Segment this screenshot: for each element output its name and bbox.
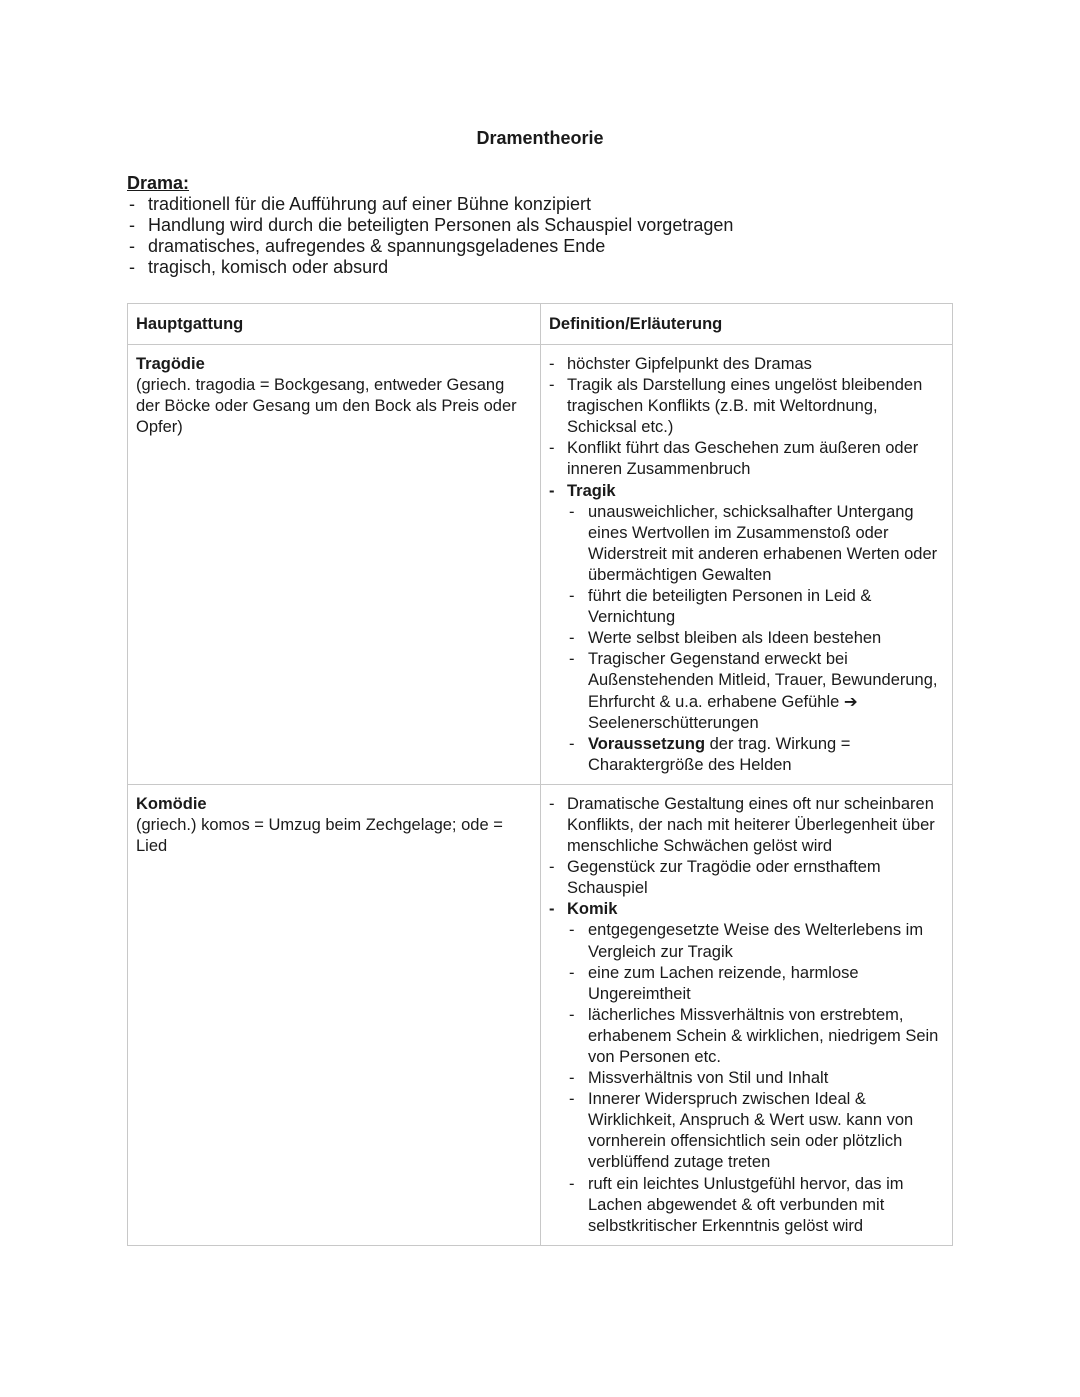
drama-heading: Drama: [127, 173, 190, 193]
bold-term: Voraussetzung [588, 734, 706, 753]
sub-list [567, 502, 944, 776]
sub-heading: Komik [567, 900, 618, 919]
list-item: - unausweichlicher, schicksalhafter Untergang eines Wertvollen im Zusammenstoß oder Widerstreit mit anderen erhabenen Werten oder übermächtigen Gewalten [567, 502, 944, 586]
definition-list [549, 794, 944, 1237]
definition-cell-tragoedie [541, 345, 953, 785]
genre-name: Komödie [136, 794, 207, 813]
list-item: - höchster Gipfelpunkt des Dramas [549, 354, 944, 375]
table-header-row [128, 304, 953, 345]
list-item: - Tragischer Gegenstand erweckt bei Außenstehenden Mitleid, Trauer, Bewunderung, Ehrfurcht & u.a. erhabene Gefühle ➔ Seelenerschütterungen [567, 649, 944, 733]
list-item: - Gegenstück zur Tragödie oder ernsthaftem Schauspiel [549, 857, 944, 899]
sub-list [567, 920, 944, 1236]
list-item [567, 734, 944, 776]
list-item: - dramatisches, aufregendes & spannungsgeladenes Ende [127, 236, 733, 257]
list-item: - Tragik als Darstellung eines ungelöst bleibenden tragischen Konflikts (z.B. mit Weltordnung, Schicksal etc.) [549, 375, 944, 438]
sub-heading: Tragik [567, 481, 616, 500]
list-item: - traditionell für die Aufführung auf einer Bühne konzipiert [127, 194, 733, 215]
list-item: - Innerer Widerspruch zwischen Ideal & Wirklichkeit, Anspruch & Wert usw. kann von vornherein offensichtlich sein oder plötzlich verblüffend zutage treten [567, 1089, 944, 1173]
page-title: Dramentheorie [476, 128, 604, 148]
genre-cell-tragoedie [128, 345, 541, 785]
genre-cell-komoedie [128, 784, 541, 1245]
list-item: - Missverhältnis von Stil und Inhalt [567, 1068, 944, 1089]
header-definition: Definition/Erläuterung [541, 304, 953, 345]
definition-list [549, 354, 944, 776]
list-item-tragik [549, 481, 944, 776]
list-item: - führt die beteiligten Personen in Leid & Vernichtung [567, 586, 944, 628]
genre-table [127, 303, 953, 1246]
table-row [128, 345, 953, 785]
genre-name: Tragödie [136, 355, 205, 373]
drama-list [127, 194, 733, 278]
header-hauptgattung: Hauptgattung [128, 304, 541, 345]
list-item: - Handlung wird durch die beteiligten Personen als Schauspiel vorgetragen [127, 215, 733, 236]
list-item: - Werte selbst bleiben als Ideen bestehen [567, 628, 944, 649]
list-item-komik [549, 899, 944, 1237]
table-row [128, 784, 953, 1245]
list-item: - entgegengesetzte Weise des Welterlebens im Vergleich zur Tragik [567, 920, 944, 962]
list-item: - ruft ein leichtes Unlustgefühl hervor, das im Lachen abgewendet & oft verbunden mit selbstkritischer Erkenntnis gelöst wird [567, 1174, 944, 1237]
list-item: - lächerliches Missverhältnis von erstrebtem, erhabenem Schein & wirklichen, niedrigem Sein von Personen etc. [567, 1005, 944, 1068]
list-item: - eine zum Lachen reizende, harmlose Ungereimtheit [567, 963, 944, 1005]
term-rest: der trag. Wirkung = Charaktergröße des Helden [588, 734, 851, 774]
list-item: - Konflikt führt das Geschehen zum äußeren oder inneren Zusammenbruch [549, 438, 944, 480]
genre-description: (griech. tragodia = Bockgesang, entweder Gesang der Böcke oder Gesang um den Bock als Preis oder Opfer) [136, 376, 517, 437]
list-item: - Dramatische Gestaltung eines oft nur scheinbaren Konflikts, der nach mit heiterer Überlegenheit über menschliche Schwächen gelöst wird [549, 794, 944, 857]
list-item: - tragisch, komisch oder absurd [127, 257, 733, 278]
definition-cell-komoedie [541, 784, 953, 1245]
genre-description: (griech.) komos = Umzug beim Zechgelage; ode = Lied [136, 815, 503, 856]
drama-intro [127, 173, 733, 278]
